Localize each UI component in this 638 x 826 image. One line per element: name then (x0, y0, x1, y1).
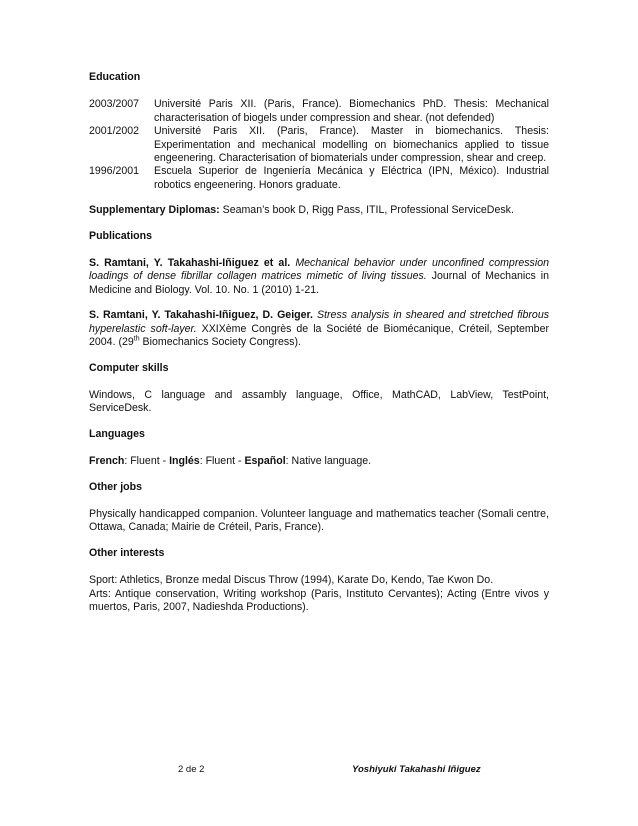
publication-title: Mechanical behavior under unconfined compression loadings of dense fibrillar collagen matrices mimetic of living tissues. (89, 257, 549, 283)
computer-skills-text: Windows, C language and assambly language, Office, MathCAD, LabView, TestPoint, ServiceDesk. (89, 388, 549, 415)
superscript-th: th (133, 335, 140, 343)
languages-text (89, 455, 549, 468)
education-row (89, 165, 549, 192)
publication-title: Stress analysis in sheared and stretched fibrous hyperelastic soft-layer. (89, 309, 550, 335)
cv-content (89, 71, 549, 614)
language-level: : Native language. (285, 455, 372, 468)
language-espanol: Español (244, 455, 286, 468)
education-date: 2001/2002 (89, 125, 140, 138)
interests-sport: Sport: Athletics, Bronze medal Discus Throw (1994), Karate Do, Kendo, Tae Kwon Do. (89, 574, 494, 587)
language-level: : Fluent - (124, 455, 170, 468)
education-description: Escuela Superior de Ingeniería Mecánica y Eléctrica (IPN, México). Industrial robotics engeenering. Honors graduate. (154, 165, 549, 191)
education-date: 1996/2001 (89, 165, 140, 178)
education-description: Université Paris XII. (Paris, France). Master in biomechanics. Thesis: Experimentation and mechanical modelling on biomechanics applied to tissue engeenering. Characterisation of biomaterials under compression, shear and creep. (154, 125, 549, 165)
supplementary-diplomas (89, 204, 549, 217)
computer-skills-heading: Computer skills (89, 361, 169, 374)
language-french: French (89, 455, 125, 468)
language-ingles: Inglés (169, 455, 200, 468)
publications-heading: Publications (89, 229, 152, 242)
publication-authors: S. Ramtani, Y. Takahashi-Iñiguez et al. (89, 257, 291, 270)
education-row (89, 98, 549, 125)
other-jobs-heading: Other jobs (89, 480, 142, 493)
publication-source: Journal of Mechanics in Medicine and Biology. Vol. 10. No. 1 (2010) 1-21. (89, 270, 549, 296)
publication-item (89, 309, 549, 349)
education-heading: Education (89, 71, 141, 83)
education-description: Université Paris XII. (Paris, France). Biomechanics PhD. Thesis: Mechanical characterisation of biogels under compression and shear. (not defended) (154, 98, 549, 124)
interests-arts: Arts: Antique conservation, Writing workshop (Paris, Instituto Cervantes); Acting (Entre vivos y muertos, Paris, 2007, Nadieshda Productions). (89, 587, 549, 613)
publication-authors: S. Ramtani, Y. Takahashi-Iñiguez, D. Geiger. (89, 309, 313, 322)
supplementary-label: Supplementary Diplomas: (89, 204, 220, 217)
footer-author: Yoshiyuki Takahashi Iñiguez (352, 764, 481, 775)
publication-source: XXIXème Congrès de la Société de Biomécanique, Créteil, September 2004. (29 (89, 322, 549, 349)
page-number: 2 de 2 (178, 764, 205, 775)
publication-item (89, 257, 549, 297)
supplementary-text: Seaman’s book D, Rigg Pass, ITIL, Professional ServiceDesk. (219, 204, 514, 217)
publication-source-end: Biomechanics Society Congress). (139, 336, 301, 349)
language-level: : Fluent - (199, 455, 245, 468)
education-date: 2003/2007 (89, 98, 140, 111)
other-jobs-text: Physically handicapped companion. Volunteer language and mathematics teacher (Somali centre, Ottawa, Canada; Mairie de Créteil, Paris, France). (89, 507, 549, 534)
languages-heading: Languages (89, 427, 145, 440)
education-row (89, 125, 549, 165)
other-interests-heading: Other interests (89, 546, 165, 559)
